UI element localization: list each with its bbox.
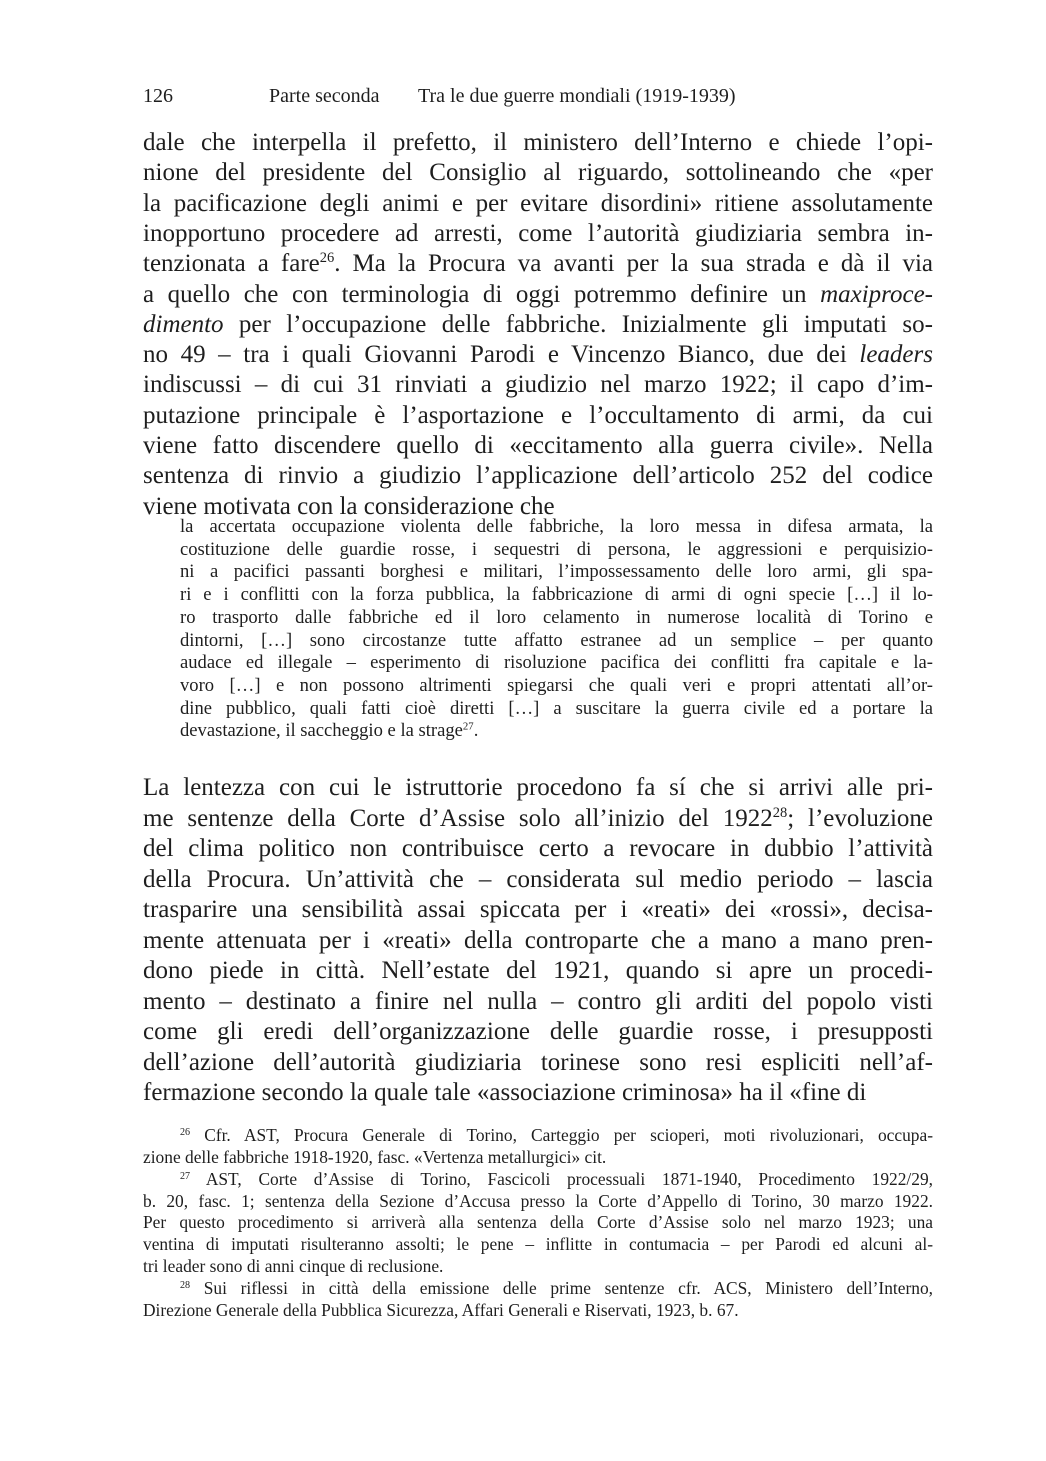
footnote-line: $^{26}$ Cfr. AST, Procura Generale di Torino, Carteggio per scioperi, moti rivoluzionari, occupa- <box>180 1125 933 1145</box>
footnote-line: b. 20, fasc. 1; sentenza della Sezione d’Accusa presso la Corte d’Appello di Torino, 30 marzo 1922. <box>143 1190 933 1211</box>
paragraph-line: dale che interpella il prefetto, il ministero dell’Interno e chiede l’opi- <box>143 129 933 156</box>
quote-line: dintorni, […] sono circostanze tutte affatto estranee ad un semplice – per quanto <box>180 629 933 651</box>
footnote-line: ventina di imputati risulteranno assolti; le pene – inflitte in contumacia – per Parodi ed alcuni al- <box>143 1234 933 1255</box>
paragraph-line: putazione principale è l’asportazione e l’occultamento di armi, da cui <box>143 401 933 429</box>
footnote-line: zione delle fabbriche 1918-1920, fasc. «Vertenza metallurgici» cit. <box>143 1146 607 1167</box>
paragraph-line: viene fatto discendere quello di «eccitamento alla guerra civile». Nella <box>143 432 933 459</box>
paragraph-line: mente attenuata per i «reati» della controparte che a mano a mano pren- <box>143 926 933 954</box>
footnote-line: $^{28}$ Sui riflessi in città della emissione delle prime sentenze cfr. ACS, Ministero dell’Interno, <box>180 1278 933 1298</box>
paragraph-line: inopportuno procedere ad arresti, come l’autorità giudiziaria sembra in- <box>143 219 933 247</box>
paragraph-line: dell’azione dell’autorità giudiziaria torinese sono resi espliciti nell’af- <box>143 1048 933 1076</box>
paragraph-line: indiscussi – di cui 31 rinviati a giudizio nel marzo 1922; il capo d’im- <box>143 371 933 399</box>
quote-line: devastazione, il saccheggio e la strage$^{27}$. <box>180 720 479 742</box>
footnote-line: tri leader sono di anni cinque di reclusione. <box>143 1255 444 1276</box>
footnote-line: $^{27}$ AST, Corte d’Assise di Torino, Fascicoli processuali 1871-1940, Procedimento 1922/29, <box>180 1169 933 1189</box>
paragraph-line: della Procura. Un’attività che – considerata sul medio periodo – lascia <box>143 865 933 893</box>
quote-line: ro trasporto dalle fabbriche ed il loro celamento in numerose località di Torino e <box>180 606 933 628</box>
paragraph-line: la pacificazione degli animi e per evitare disordini» ritiene assolutamente <box>143 189 933 217</box>
paragraph-line: come gli eredi dell’organizzazione delle guardie rosse, i presupposti <box>143 1018 933 1045</box>
paragraph-line: dimento per l’occupazione delle fabbriche. Inizialmente gli imputati so- <box>143 310 933 338</box>
paragraph-line: no 49 – tra i quali Giovanni Parodi e Vincenzo Bianco, due dei leaders <box>143 341 933 369</box>
paragraph-line: sentenza di rinvio a giudizio l’applicazione dell’articolo 252 del codice <box>143 462 933 490</box>
quote-line: ri e i conflitti con la forza pubblica, la fabbricazione di armi di ogni specie […] il lo- <box>180 584 933 606</box>
paragraph-line: trasparire una sensibilità assai spiccata per i «reati» dei «rossi», decisa- <box>143 896 933 923</box>
footnote-line: Per questo procedimento si arriverà alla sentenza della Corte d’Assise solo nel marzo 1923; una <box>143 1212 933 1233</box>
page-number: 126 <box>143 85 173 107</box>
paragraph-line: del clima politico non contribuisce certo a revocare in dubbio l’attività <box>143 835 933 862</box>
footnote-line: Direzione Generale della Pubblica Sicurezza, Affari Generali e Riservati, 1923, b. 67. <box>143 1299 739 1320</box>
quote-line: ni a pacifici passanti borghesi e militari, l’impossessamento delle loro armi, gli spa- <box>180 561 933 583</box>
paragraph-line: nione del presidente del Consiglio al riguardo, sottolineando che «per <box>143 159 933 187</box>
quote-line: voro […] e non possono altrimenti spiegarsi che quali veri e propri attentati all’or- <box>180 674 933 696</box>
paragraph-line: me sentenze della Corte d’Assise solo all’inizio del 1922$^{28}$; l’evoluzione <box>143 804 933 832</box>
quote-line: dine pubblico, quali fatti cioè diretti […] a suscitare la guerra civile ed a portare la <box>180 697 933 719</box>
quote-line: audace ed illegale – esperimento di risoluzione pacifica dei conflitti fra capitale e la- <box>180 652 933 674</box>
part-label: Parte seconda <box>269 85 380 107</box>
paragraph-line: fermazione secondo la quale tale «associazione criminosa» ha il «fine di <box>143 1079 867 1106</box>
paragraph-line: La lentezza con cui le istruttorie procedono fa sí che si arrivi alle pri- <box>143 774 933 801</box>
quote-line: la accertata occupazione violenta delle fabbriche, la loro messa in difesa armata, la <box>180 516 933 537</box>
paragraph-line: viene motivata con la considerazione che <box>143 492 555 520</box>
quote-line: costituzione delle guardie rosse, i sequestri di persona, le aggressioni e perquisizio- <box>180 538 933 560</box>
part-title: Tra le due guerre mondiali (1919-1939) <box>418 85 736 107</box>
paragraph-line: a quello che con terminologia di oggi potremmo definire un maxiproce- <box>143 280 933 308</box>
paragraph-line: tenzionata a fare$^{26}$. Ma la Procura va avanti per la sua strada e dà il via <box>143 250 933 278</box>
paragraph-line: mento – destinato a finire nel nulla – contro gli arditi del popolo visti <box>143 987 933 1015</box>
paragraph-line: dono piede in città. Nell’estate del 1921, quando si apre un procedi- <box>143 957 933 984</box>
